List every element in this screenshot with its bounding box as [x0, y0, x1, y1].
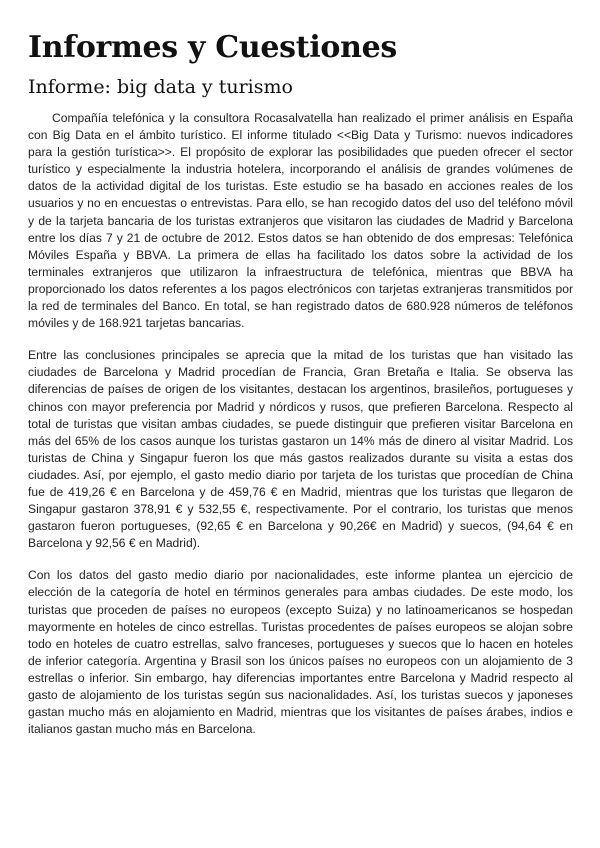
paragraph-intro: Compañía telefónica y la consultora Rocasalvatella han realizado el primer análisis en España con Big Data en el ámbito turístico. El informe titulado <<Big Data y Turismo: nuevos indicadores para la gestión turística>>. El propósito de explorar las posibilidades que pueden ofrecer el sector turístico y especialmente la industria hotelera, incorporando el análisis de grandes volúmenes de datos de la actividad digital de los turistas. Este estudio se ha basado en acciones reales de los usuarios y no en encuestas o entrevistas. Para ello, se han recogido datos del uso del teléfono móvil y de la tarjeta bancaria de los turistas extranjeros que visitaron las ciudades de Madrid y Barcelona entre los días 7 y 21 de octubre de 2012. Estos datos se han obtenido de dos empresas: Telefónica Móviles España y BBVA. La primera de ellas ha facilitado los datos sobre la actividad de los terminales extranjeros que utilizaron la infraestructura de telefónica, mientras que BBVA ha proporcionado los datos referentes a los pagos electrónicos con tarjetas extranjeras transmitidos por la red de terminales del Banco. En total, se han registrado datos de 680.928 números de teléfonos móviles y de 168.921 tarjetas bancarias. — [28, 111, 573, 331]
paragraph-hotel-category: Con los datos del gasto medio diario por nacionalidades, este informe plantea un ejercicio de elección de la categoría de hotel en términos generales para ambas ciudades. De este modo, los turistas que proceden de países no europeos (excepto Suiza) y no latinoamericanos se hospedan mayormente en hoteles de cinco estrellas. Turistas procedentes de países europeos se alojan sobre todo en hoteles de cuatro estrellas, salvo franceses, portugueses y suecos que lo hacen en hoteles de inferior categoría. Argentina y Brasil son los únicos países no europeos con un alojamiento de 3 estrellas o inferior. Sin embargo, hay diferencias importantes entre Barcelona y Madrid respecto al gasto de alojamiento de los turistas según sus nacionalidades. Así, los turistas suecos y japoneses gastan mucho más en alojamiento en Madrid, mientras que los visitantes de países árabes, indios e italianos gastan mucho más en Barcelona. — [28, 568, 573, 737]
page-title: Informes y Cuestiones — [28, 30, 398, 65]
paragraph-conclusions: Entre las conclusiones principales se aprecia que la mitad de los turistas que han visitado las ciudades de Barcelona y Madrid procedían de Francia, Gran Bretaña e Italia. Se observa las diferencias de países de origen de los visitantes, destacan los argentinos, brasileños, portugueses y chinos con mayor preferencia por Madrid y nórdicos y rusos, que prefieren Barcelona. Respecto al total de turistas que visitan ambas ciudades, se puede distinguir que prefieren visitar Barcelona en más del 65% de los casos aunque los turistas gastaron un 14% más de dinero al visitar Madrid. Los turistas de China y Singapur fueron los que más gastos realizados durante su visita a estas dos ciudades. Así, por ejemplo, el gasto medio diario por tarjeta de los turistas que procedían de China fue de 419,26 € en Barcelona y de 459,76 € en Madrid, mientras que los turistas que llegaron de Singapur gastaron 378,91 € y 532,55 €, respectivamente. Por el contrario, los turistas que menos gastaron fueron portugueses, (92,65 € en Barcelona y 90,26€ en Madrid) y suecos, (94,64 € en Barcelona y 92,56 € en Madrid). — [28, 348, 573, 551]
document-page — [28, 28, 573, 753]
section-title: Informe: big data y turismo — [28, 76, 293, 98]
